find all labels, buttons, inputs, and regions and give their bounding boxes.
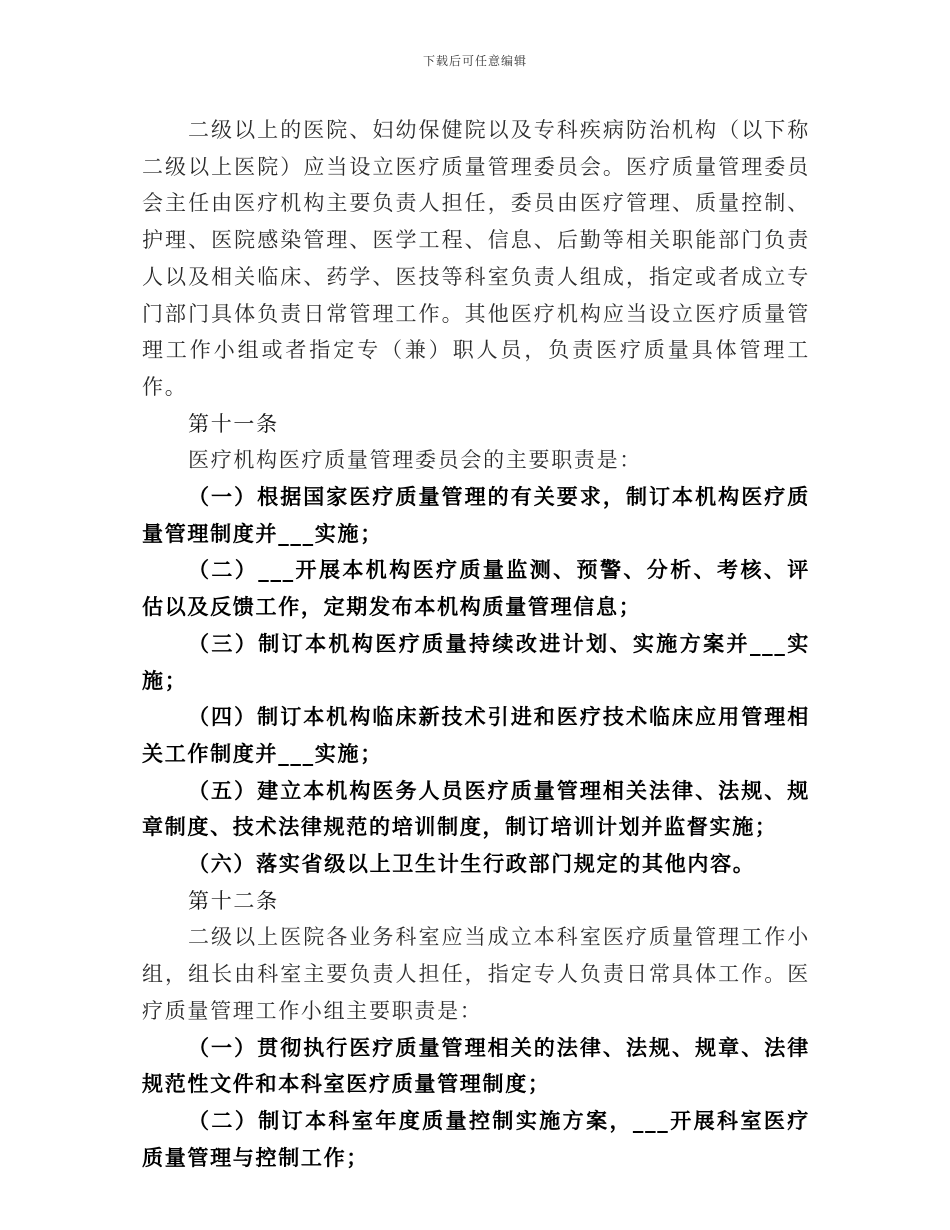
paragraph-committee-setup: 二级以上的医院、妇幼保健院以及专科疾病防治机构（以下称二级以上医院）应当设立医疗质量管理委员会。医疗质量管理委员会主任由医疗机构主要负责人担任，委员由医疗管理、质量控制、护理、医院感染管理、医学工程、信息、后勤等相关职能部门负责人以及相关临床、药学、医技等科室负责人组成，指定或者成立专门部门具体负责日常管理工作。其他医疗机构应当设立医疗质量管理工作小组或者指定专（兼）职人员，负责医疗质量具体管理工作。 (142, 118, 810, 399)
list-item-duty-4: （四）制订本机构临床新技术引进和医疗技术临床应用管理相关工作制度并___实施； (142, 704, 810, 766)
page-header: 下载后可任意编辑 (422, 54, 527, 68)
list-item-group-duty-1: （一）贯彻执行医疗质量管理相关的法律、法规、规章、法律规范性文件和本科室医疗质量管理制度； (142, 1034, 810, 1097)
list-item-duty-1: （一）根据国家医疗质量管理的有关要求，制订本机构医疗质量管理制度并___实施； (142, 484, 810, 546)
list-item-duty-3: （三）制订本机构医疗质量持续改进计划、实施方案并___实施； (142, 630, 810, 693)
list-item-duty-2: （二）___开展本机构医疗质量监测、预警、分析、考核、评估以及反馈工作，定期发布本机构质量管理信息； (142, 557, 810, 620)
document-body (142, 112, 810, 1176)
list-item-duty-5: （五）建立本机构医务人员医疗质量管理相关法律、法规、规章制度、技术法律规范的培训制度，制订培训计划并监督实施； (142, 777, 810, 840)
paragraph-committee-duties-intro: 医疗机构医疗质量管理委员会的主要职责是： (188, 448, 642, 473)
article-11-heading: 第十一条 (188, 411, 279, 436)
paragraph-department-group: 二级以上医院各业务科室应当成立本科室医疗质量管理工作小组，组长由科室主要负责人担任，指定专人负责日常具体工作。医疗质量管理工作小组主要职责是： (142, 925, 810, 1023)
list-item-duty-6: （六）落实省级以上卫生计生行政部门规定的其他内容。 (188, 851, 756, 877)
article-12-heading: 第十二条 (188, 888, 279, 913)
list-item-group-duty-2: （二）制订本科室年度质量控制实施方案，___开展科室医疗质量管理与控制工作； (142, 1107, 810, 1170)
